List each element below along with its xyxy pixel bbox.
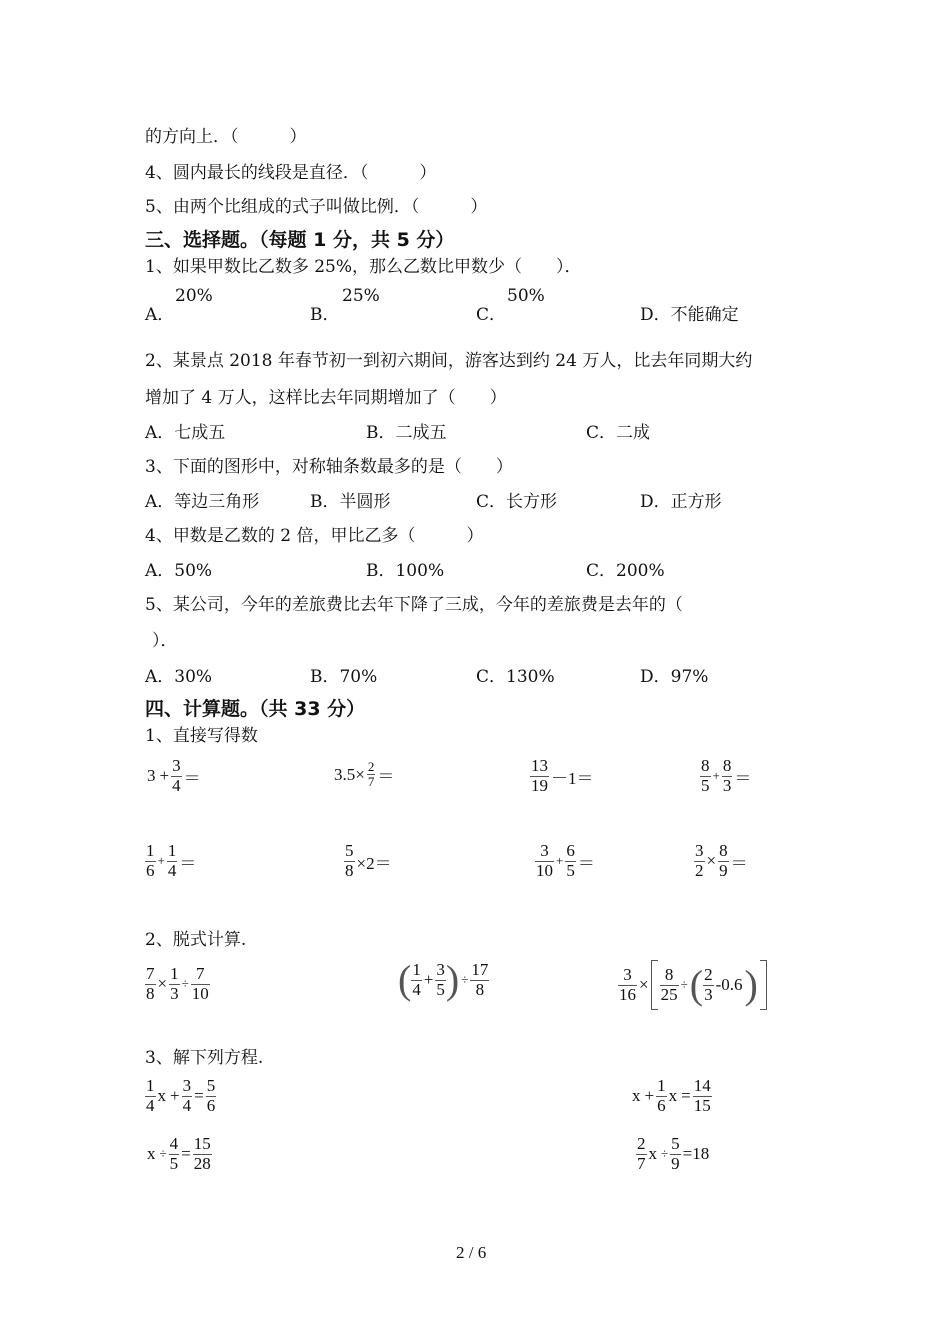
s3-q1-c-label: C． — [476, 305, 507, 325]
expr-eq: = — [681, 1086, 691, 1106]
fraction: $\frac{8}{9}$ — [719, 841, 728, 880]
fraction: $\frac{1}{6}$ — [146, 841, 155, 880]
s3-q3-a: A．等边三角形 — [145, 492, 260, 512]
expr-eq: =18 — [682, 1144, 710, 1164]
s3-q2-b: B．二成五 — [366, 423, 447, 443]
expr-eq: = — [194, 1086, 204, 1106]
fraction: $\frac{1}{4}$ — [167, 841, 177, 880]
s3-q5-line2: ）． — [152, 631, 178, 651]
s3-q1-a-val: 20% — [175, 286, 213, 306]
s3-q4-a: A．50% — [145, 561, 213, 581]
left-paren: ( — [398, 957, 412, 1002]
fraction: $\frac{7}{8}$ — [146, 964, 155, 1003]
s3-q2-line1: 2、某景点 2018 年春节初一到初六期间，游客达到约 24 万人，比去年同期大约 — [145, 351, 753, 371]
fraction: $\frac{14}{15}$ — [693, 1076, 711, 1115]
fraction: $\frac{1}{4}$ — [412, 959, 421, 999]
expr-op: ÷ — [661, 1146, 669, 1162]
judge-continued: 的方向上．（ ） — [145, 127, 307, 147]
expr-rest: －1＝ — [551, 768, 594, 788]
right-paren: ) — [744, 962, 758, 1007]
page-number: 2 / 6 — [456, 1243, 487, 1262]
s4-p1-expr-2 — [332, 760, 396, 790]
judge-item-5: 5、由两个比组成的式子叫做比例．（ ） — [145, 197, 488, 217]
fraction: $\frac{1}{3}$ — [170, 964, 179, 1003]
expr-op: × — [639, 975, 649, 994]
s4-p2-expr-2 — [398, 957, 489, 1002]
fraction: $\frac{6}{5}$ — [566, 841, 575, 880]
expr-op: ÷ — [159, 1146, 167, 1162]
expr-eq: ＝ — [577, 853, 595, 873]
s3-q1-c-val: 50% — [507, 286, 545, 306]
right-bracket — [760, 960, 767, 1010]
s3-q1-a-label: A． — [145, 305, 175, 325]
s4-p1-expr-7 — [535, 842, 597, 880]
s4-p2-title: 2、脱式计算. — [145, 930, 247, 950]
fraction: $\frac{17}{8}$ — [471, 959, 489, 999]
fraction: $\frac{7}{10}$ — [191, 964, 209, 1003]
s4-p1-title: 1、直接写得数 — [145, 726, 258, 746]
s3-q2-a: A．七成五 — [145, 423, 226, 443]
s3-q1-d: D．不能确定 — [640, 305, 739, 325]
variable-x: x — [648, 1144, 657, 1164]
fraction: $\frac{3}{4}$ — [182, 1076, 192, 1115]
fraction: $\frac{2}{7}$ — [367, 759, 375, 790]
expr-lead: 3.5× — [334, 764, 365, 784]
s3-q3-text: 3、下面的图形中，对称轴条数最多的是（ ） — [145, 457, 513, 477]
s3-q3-d: D．正方形 — [640, 492, 722, 512]
expr-lead: 3 — [147, 766, 156, 786]
fraction: $\frac{2}{7}$ — [637, 1134, 646, 1173]
expr-op: × — [157, 974, 168, 994]
s4-p1-expr-4 — [700, 757, 753, 795]
s3-q1-b-val: 25% — [342, 286, 380, 306]
right-paren: ) — [445, 957, 460, 1002]
fraction: $\frac{5}{6}$ — [206, 1076, 216, 1115]
s3-q4-text: 4、甲数是乙数的 2 倍，甲比乙多（ ） — [145, 526, 484, 546]
s4-p1-expr-3 — [530, 757, 596, 795]
fraction: $\frac{1}{4}$ — [146, 1076, 155, 1115]
s3-q4-c: C．200% — [586, 561, 665, 581]
variable-x: x — [668, 1086, 678, 1106]
fraction: $\frac{8}{3}$ — [722, 756, 732, 795]
s3-q5-a: A．30% — [145, 667, 213, 687]
s3-q3-b: B．半圆形 — [310, 492, 391, 512]
s3-q5-b: B．70% — [310, 667, 378, 687]
s4-p3-eq-3 — [145, 1135, 212, 1173]
s3-q5-d: D．97% — [640, 667, 709, 687]
fraction: $\frac{13}{19}$ — [531, 756, 548, 795]
fraction: $\frac{4}{5}$ — [169, 1134, 179, 1173]
variable-x: x — [157, 1086, 166, 1106]
s3-q5-c: C．130% — [476, 667, 555, 687]
left-bracket — [651, 960, 658, 1010]
s4-p3-eq-2 — [630, 1077, 712, 1115]
expr-rest: ×2＝ — [356, 853, 392, 873]
fraction: $\frac{3}{2}$ — [695, 841, 704, 880]
s4-p3-eq-1 — [145, 1077, 216, 1115]
expr-op: + — [712, 768, 720, 784]
s4-p3-eq-4 — [636, 1135, 711, 1173]
fraction: $\frac{15}{28}$ — [193, 1134, 211, 1173]
expr-eq: ＝ — [183, 768, 201, 788]
fraction: $\frac{3}{4}$ — [172, 756, 181, 795]
fraction: $\frac{3}{10}$ — [536, 841, 553, 880]
expr-op: + — [423, 970, 434, 989]
expr-op: + — [644, 1086, 655, 1106]
fraction: $\frac{5}{9}$ — [671, 1134, 680, 1173]
s3-q2-line2: 增加了 4 万人，这样比去年同期增加了（ ） — [145, 388, 507, 408]
variable-x: x — [147, 1144, 156, 1164]
s3-q3-c: C．长方形 — [476, 492, 558, 512]
s3-q4-b: B．100% — [366, 561, 445, 581]
section4-heading: 四、计算题。（共 33 分） — [145, 698, 366, 720]
s4-p1-expr-5 — [145, 842, 198, 880]
expr-eq: ＝ — [377, 767, 395, 787]
s3-q5-line1: 5、某公司，今年的差旅费比去年下降了三成，今年的差旅费是去年的（ — [145, 595, 683, 615]
s3-q1-text: 1、如果甲数比乙数多 25%，那么乙数比甲数少（ ）． — [145, 257, 582, 277]
variable-x: x — [632, 1086, 641, 1106]
expr-op: + — [159, 766, 170, 786]
fraction: $\frac{2}{3}$ — [704, 964, 713, 1004]
fraction: $\frac{3}{5}$ — [436, 959, 445, 999]
expr-eq: = — [181, 1144, 191, 1164]
expr-op: + — [556, 853, 564, 869]
s4-p2-expr-1 — [145, 965, 210, 1003]
expr-tail: -0.6 — [715, 975, 743, 994]
expr-op: × — [706, 851, 717, 871]
s3-q1-b-label: B． — [310, 305, 340, 325]
left-paren: ( — [689, 962, 704, 1007]
expr-op: + — [157, 853, 165, 869]
fraction: $\frac{1}{6}$ — [657, 1076, 666, 1115]
fraction: $\frac{8}{25}$ — [660, 964, 678, 1004]
fraction: $\frac{8}{5}$ — [701, 756, 710, 795]
s4-p3-title: 3、解下列方程. — [145, 1048, 264, 1068]
s4-p1-expr-8 — [694, 842, 750, 880]
judge-item-4: 4、圆内最长的线段是直径．（ ） — [145, 163, 437, 183]
s4-p2-expr-3 — [618, 960, 767, 1010]
s4-p1-expr-6 — [344, 842, 394, 880]
s4-p1-expr-1 — [145, 757, 203, 795]
fraction: $\frac{5}{8}$ — [345, 841, 354, 880]
fraction: $\frac{3}{16}$ — [619, 964, 636, 1004]
expr-op: ÷ — [461, 972, 469, 987]
expr-eq: ＝ — [179, 853, 197, 873]
expr-op: ÷ — [181, 976, 189, 992]
section3-heading: 三、选择题。（每题 1 分，共 5 分） — [145, 229, 455, 251]
expr-op: ÷ — [680, 977, 688, 992]
expr-eq: ＝ — [734, 768, 752, 788]
expr-op: + — [170, 1086, 180, 1106]
expr-eq: ＝ — [730, 853, 748, 873]
s3-q2-c: C．二成 — [586, 423, 651, 443]
